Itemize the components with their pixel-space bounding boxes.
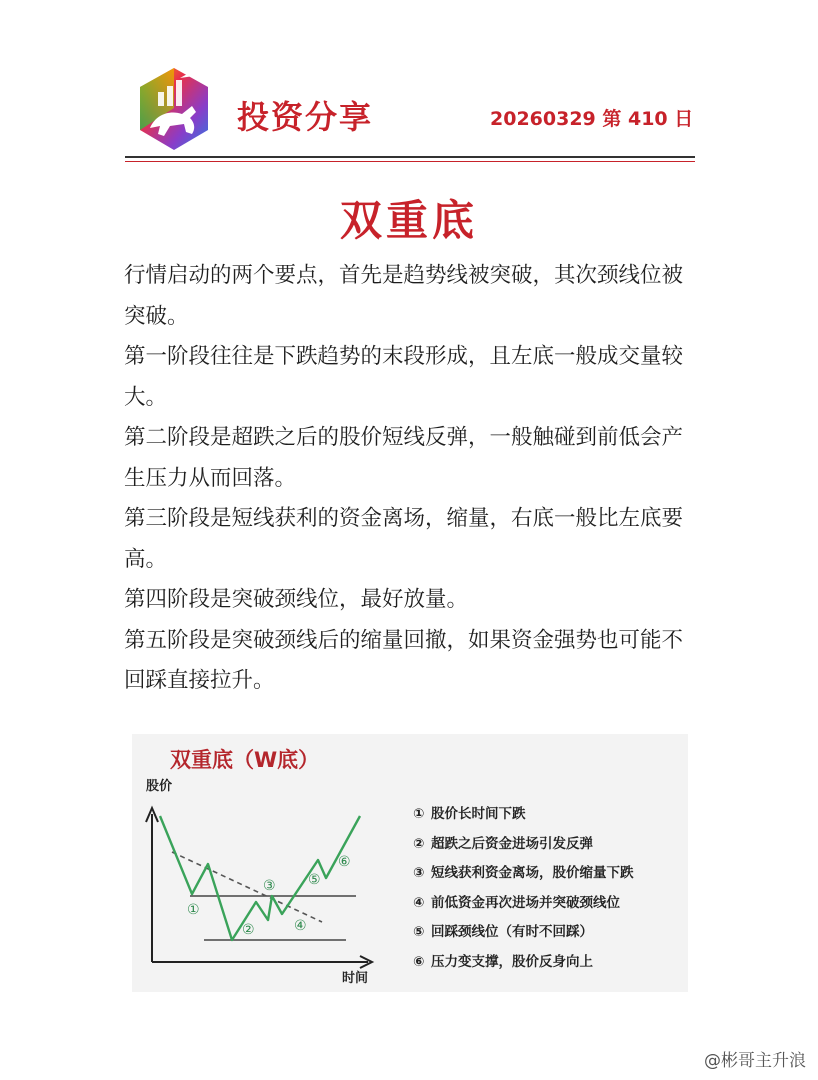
bull-chart-hexagon-icon [136, 60, 212, 158]
legend-num: ③ [413, 865, 425, 882]
legend-item [413, 859, 634, 889]
legend-item [413, 918, 634, 948]
logo [136, 60, 212, 158]
marker-5: ⑤ [308, 872, 321, 888]
watermark: @彬哥主升浪 [704, 1051, 806, 1071]
legend-text: 压力变支撑，股价反身向上 [431, 953, 593, 970]
legend-text: 前低资金再次进场并突破颈线位 [431, 894, 620, 911]
legend-num: ④ [413, 894, 425, 911]
legend-text: 股价长时间下跌 [431, 806, 526, 822]
header-divider-red [125, 161, 695, 162]
price-line [160, 816, 360, 940]
marker-6: ⑥ [338, 854, 351, 870]
y-axis-label: 股价 [146, 779, 173, 794]
legend-item [413, 948, 634, 978]
brand-name: 投资分享 [237, 98, 374, 136]
legend-item [413, 830, 634, 860]
legend-item [413, 889, 634, 919]
paragraph: 第五阶段是突破颈线后的缩量回撤，如果资金强势也可能不回踩直接拉升。 [124, 627, 684, 693]
figure-title: 双重底（W底） [170, 748, 320, 772]
legend-text: 回踩颈线位（有时不回踩） [431, 924, 593, 941]
marker-1: ① [187, 902, 200, 918]
paragraph: 第一阶段往往是下跌趋势的末段形成，且左底一般成交量较大。 [124, 344, 684, 410]
article-body [124, 256, 704, 702]
legend-text: 短线获利资金离场，股价缩量下跌 [431, 865, 634, 882]
legend-num: ① [413, 806, 425, 822]
paragraph: 第三阶段是短线获利的资金离场，缩量，右底一般比左底要高。 [124, 506, 684, 572]
marker-3: ③ [263, 878, 276, 894]
legend-text: 超跌之后资金进场引发反弹 [431, 835, 593, 852]
legend-num: ⑤ [413, 924, 425, 941]
legend-num: ② [413, 835, 425, 852]
paragraph: 第二阶段是超跌之后的股价短线反弹，一般触碰到前低会产生压力从而回落。 [124, 425, 684, 491]
legend-item [413, 800, 634, 830]
issue-date: 20260329 第 410 日 [490, 108, 694, 130]
page-title: 双重底 [339, 196, 478, 245]
paragraph: 行情启动的两个要点，首先是趋势线被突破，其次颈线位被突破。 [124, 263, 684, 329]
marker-2: ② [242, 922, 255, 938]
figure-legend [413, 800, 634, 978]
header-divider [125, 156, 695, 158]
legend-num: ⑥ [413, 953, 425, 970]
marker-4: ④ [294, 918, 307, 934]
paragraph: 第四阶段是突破颈线位，最好放量。 [124, 587, 469, 612]
x-axis-label: 时间 [342, 971, 369, 986]
